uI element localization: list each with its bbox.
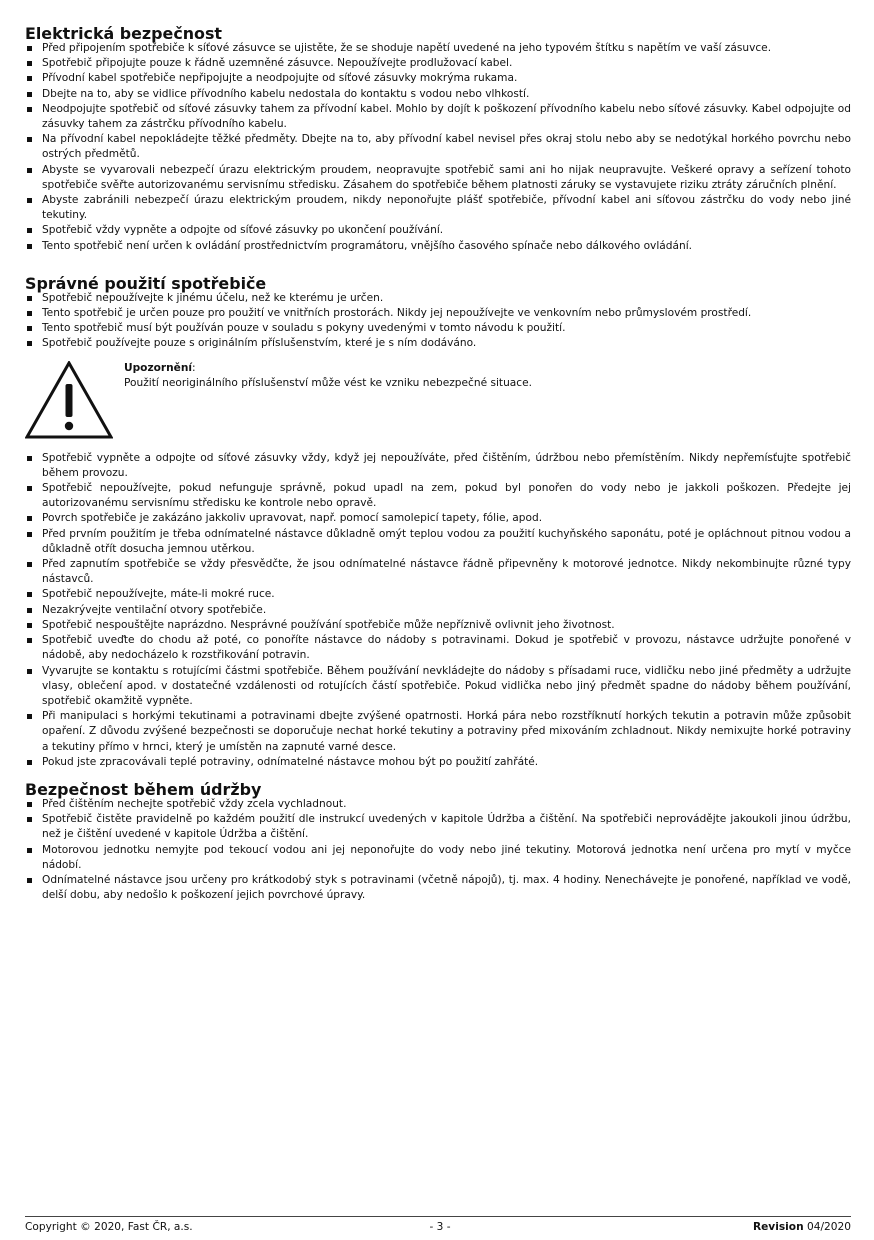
revision-info [753,1221,851,1233]
list-item: Abyste se vyvarovali nebezpečí úrazu elektrickým proudem, neopravujte spotřebič sami ani ho nijak neupravujte. Veškeré opravy a seřízení tohoto spotřebiče svěřte autorizovanému servisnímu středisku. Zásahem do spotřebiče během platnosti záruky se vystavujete riziku ztráty záručních plnění. [25,163,851,193]
warning-title-colon: : [192,361,196,374]
list-item: Vyvarujte se kontaktu s rotujícími částmi spotřebiče. Během používání nevkládejte do nádoby s přísadami ruce, vidličku nebo jiné předměty a udržujte vlasy, oblečení apod. v dostatečné vzdálenosti od rotujících částí spotřebiče. Pokud vidlička nebo jiný předmět spadne do nádoby během používání, spotřebič okamžitě vypněte. [25,664,851,710]
list-item: Nezakrývejte ventilační otvory spotřebiče. [25,603,851,618]
list-item: Spotřebič nepoužívejte, pokud nefunguje správně, pokud upadl na zem, pokud byl ponořen do vody nebo je jakkoli poškozen. Předejte jej autorizovanému servisnímu středisku ke kontrole nebo opravě. [25,481,851,511]
list-item: Pokud jste zpracovávali teplé potraviny, odnímatelné nástavce mohou být po použití zahřáté. [25,755,851,770]
warning-title: Upozornění [124,361,193,374]
list-item: Tento spotřebič je určen pouze pro použití ve vnitřních prostorách. Nikdy jej nepoužívejte ve venkovním nebo průmyslovém prostředí. [25,306,851,321]
list-item: Dbejte na to, aby se vidlice přívodního kabelu nedostala do kontaktu s vodou nebo vlhkostí. [25,87,851,102]
warning-triangle-icon [25,361,113,439]
page-number: - 3 - [429,1221,451,1233]
list-item: Odnímatelné nástavce jsou určeny pro krátkodobý styk s potravinami (včetně nápojů), tj. max. 4 hodiny. Nenechávejte je ponořené, například ve vodě, delší dobu, aby nedošlo k poškození jejich povrchové úpravy. [25,873,851,903]
list-item: Před prvním použitím je třeba odnímatelné nástavce důkladně omýt teplou vodou za použití kuchyňského saponátu, poté je opláchnout pitnou vodou a důkladně otřít dosucha jemnou utěrkou. [25,527,851,557]
list-item: Spotřebič připojujte pouze k řádně uzemněné zásuvce. Nepoužívejte prodlužovací kabel. [25,56,851,71]
list-item: Spotřebič používejte pouze s originálním příslušenstvím, které je s ním dodáváno. [25,336,851,351]
list-item: Tento spotřebič není určen k ovládání prostřednictvím programátoru, vnějšího časového spínače nebo dálkového ovládání. [25,239,851,254]
maintenance-list [25,797,851,903]
list-item: Spotřebič vždy vypněte a odpojte od síťové zásuvky po ukončení používání. [25,223,851,238]
revision-label: Revision [752,1221,804,1233]
warning-box [25,361,851,451]
list-item: Spotřebič uveďte do chodu až poté, co ponoříte nástavce do nádoby s potravinami. Dokud je spotřebič v provozu, nástavce udržujte ponořené v nádobě, aby nedocházelo k rozstřikování potravin. [25,633,851,663]
page-footer [25,1216,851,1240]
section-title-usage: Správné použití spotřebiče [25,273,267,293]
list-item: Na přívodní kabel nepokládejte těžké předměty. Dbejte na to, aby přívodní kabel nevisel přes okraj stolu nebo aby se nedotýkal horkého povrchu nebo ostrých předmětů. [25,132,851,162]
list-item: Spotřebič nespouštějte naprázdno. Nesprávné používání spotřebiče může nepříznivě ovlivnit jeho životnost. [25,618,851,633]
list-item: Tento spotřebič musí být používán pouze v souladu s pokyny uvedenými v tomto návodu k použití. [25,321,851,336]
list-item: Spotřebič čistěte pravidelně po každém použití dle instrukcí uvedených v kapitole Údržba a čištění. Na spotřebiči neprovádějte jakoukoli jinou údržbu, než je čištění uvedené v kapitole Údržba a čištění. [25,812,851,842]
section-title-maintenance: Bezpečnost během údržby [25,779,262,799]
list-item: Abyste zabránili nebezpečí úrazu elektrickým proudem, nikdy neponořujte plášť spotřebiče, přívodní kabel ani síťovou zástrčku do vody nebo jiné tekutiny. [25,193,851,223]
list-item: Před připojením spotřebiče k síťové zásuvce se ujistěte, že se shoduje napětí uvedené na jeho typovém štítku s napětím ve vaší zásuvce. [25,41,851,56]
revision-value: 04/2020 [803,1221,851,1233]
copyright-text: Copyright © 2020, Fast ČR, a.s. [25,1221,193,1233]
list-item: Spotřebič nepoužívejte k jinému účelu, než ke kterému je určen. [25,291,851,306]
list-item: Spotřebič nepoužívejte, máte-li mokré ruce. [25,587,851,602]
list-item: Před čištěním nechejte spotřebič vždy zcela vychladnout. [25,797,851,812]
list-item: Spotřebič vypněte a odpojte od síťové zásuvky vždy, když jej nepoužíváte, před čištěním, údržbou nebo přemístěním. Nikdy nepřemísťujte spotřebič během provozu. [25,451,851,481]
list-item: Před zapnutím spotřebiče se vždy přesvědčte, že jsou odnímatelné nástavce řádně připevněny k motorové jednotce. Nikdy nekombinujte různé typy nástavců. [25,557,851,587]
list-item: Neodpojujte spotřebič od síťové zásuvky tahem za přívodní kabel. Mohlo by dojít k poškození přívodního kabelu nebo síťové zásuvky. Kabel odpojujte od zásuvky tahem za zástrčku přívodního kabelu. [25,102,851,132]
usage-list [25,291,851,352]
usage-list-continued [25,451,851,770]
warning-message: Použití neoriginálního příslušenství může vést ke vzniku nebezpečné situace. [124,376,532,389]
warning-text-block [124,361,532,391]
electrical-safety-list [25,41,851,254]
list-item: Motorovou jednotku nemyjte pod tekoucí vodou ani jej neponořujte do vody nebo jiné tekutiny. Motorová jednotka není určena pro mytí v myčce nádobí. [25,843,851,873]
list-item: Povrch spotřebiče je zakázáno jakkoliv upravovat, např. pomocí samolepicí tapety, fólie, apod. [25,511,851,526]
document-body [25,26,851,903]
list-item: Při manipulaci s horkými tekutinami a potravinami dbejte zvýšené opatrnosti. Horká pára nebo rozstříknutí horkých tekutin a potravin může způsobit opaření. Z důvodu zvýšené bezpečnosti se doporučuje nechat horké tekutiny a potraviny před mixováním zchladnout. Nikdy nemixujte horké potraviny a tekutiny přímo v hrnci, který je umístěn na zapnuté varné desce. [25,709,851,755]
section-title-electrical: Elektrická bezpečnost [25,24,223,43]
list-item: Přívodní kabel spotřebiče nepřipojujte a neodpojujte od síťové zásuvky mokrýma rukama. [25,71,851,86]
